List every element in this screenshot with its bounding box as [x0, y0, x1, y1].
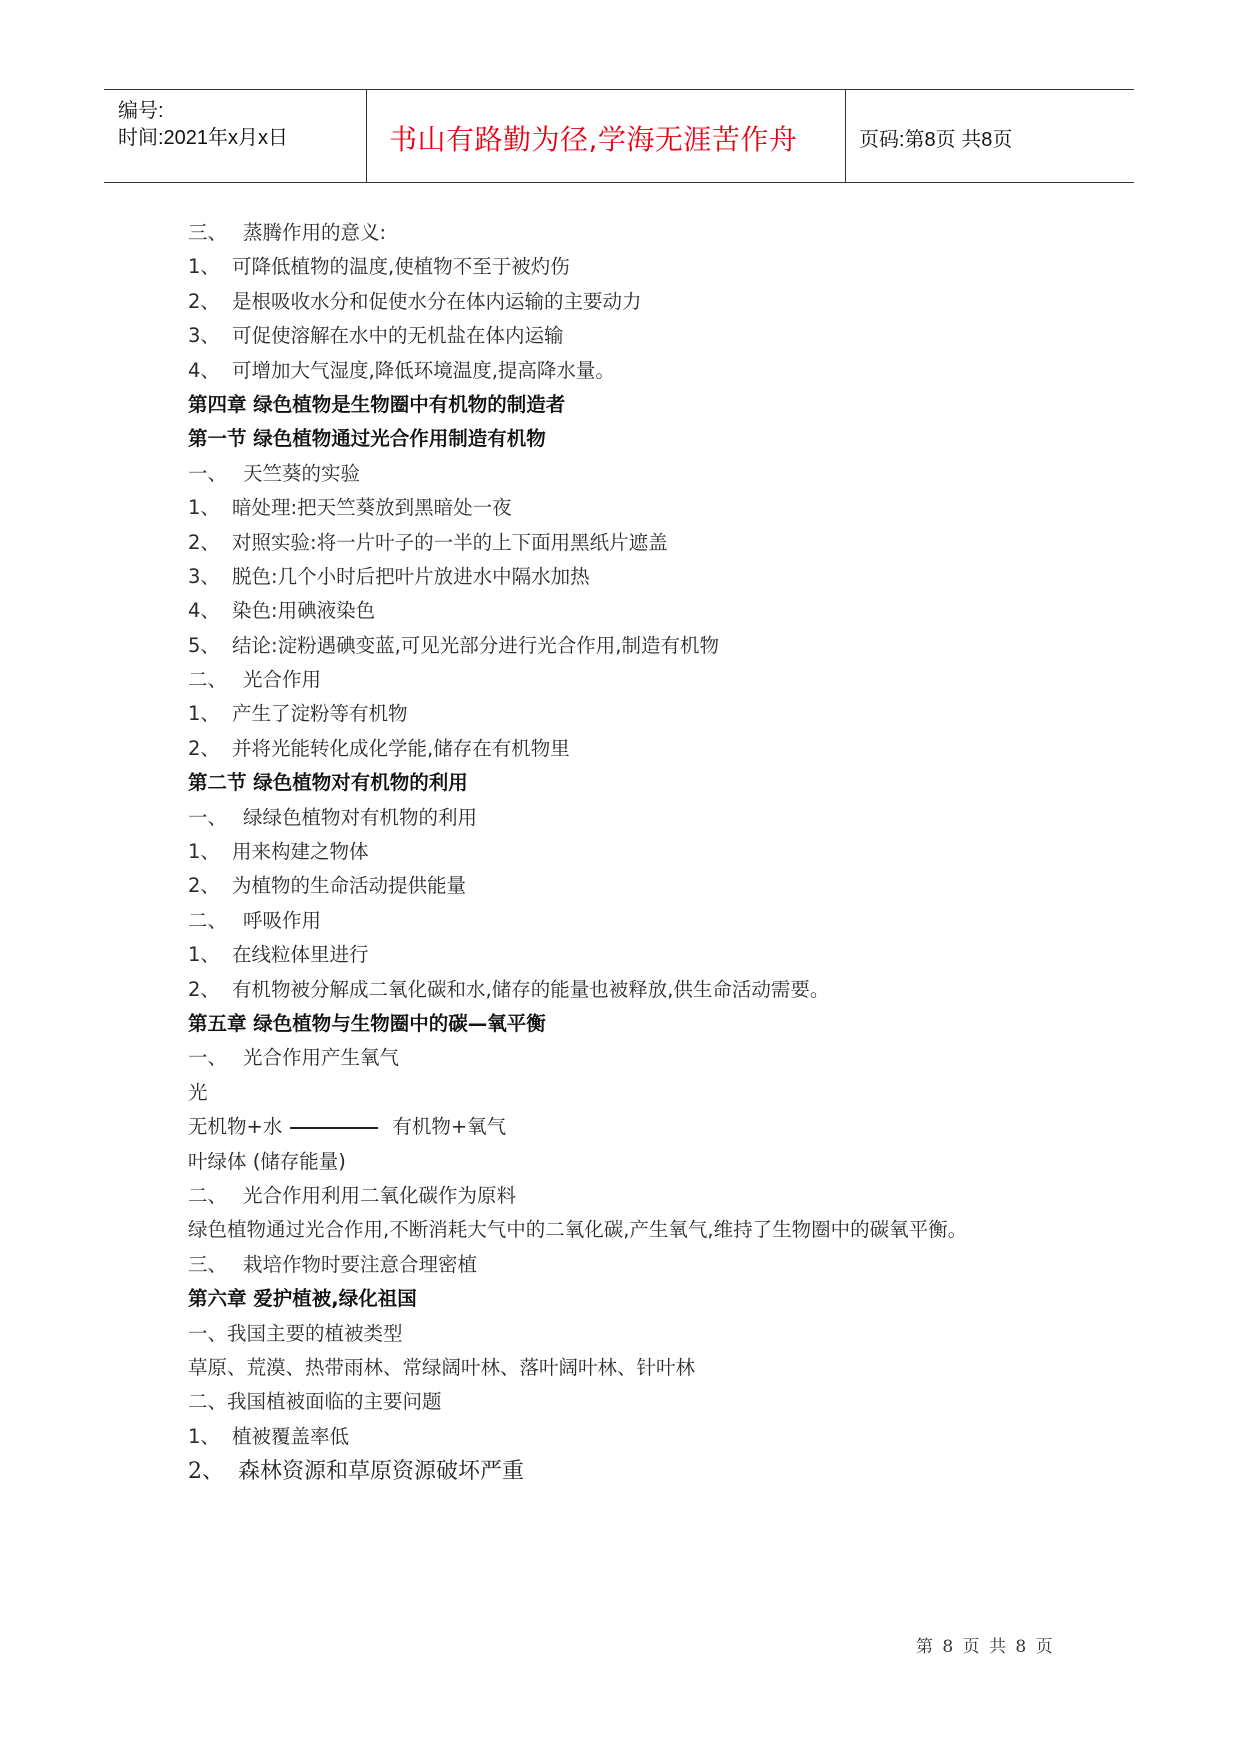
equation-left: 无机物+水 — [188, 1115, 283, 1139]
equation-below: 叶绿体 (储存能量) — [188, 1149, 346, 1173]
list-item — [188, 663, 1068, 697]
list-item — [188, 1248, 1068, 1282]
list-item — [188, 973, 1068, 1007]
list-number: 二、 — [188, 668, 228, 692]
list-item — [188, 938, 1068, 972]
list-number: 3、 — [188, 564, 220, 588]
equation-above: 光 — [188, 1080, 208, 1104]
list-number: 1、 — [188, 943, 220, 967]
list-item — [188, 285, 1068, 319]
list-item — [188, 457, 1068, 491]
list-number: 1、 — [188, 496, 220, 520]
list-number: 2、 — [188, 289, 220, 313]
list-text: 可增加大气湿度,降低环境温度,提高降水量。 — [232, 358, 615, 382]
list-item — [188, 1041, 1068, 1075]
list-item — [188, 216, 1068, 250]
text-line: 一、我国主要的植被类型 — [188, 1321, 403, 1345]
list-item — [188, 594, 1068, 628]
list-text: 有机物被分解成二氧化碳和水,储存的能量也被释放,供生命活动需要。 — [232, 977, 830, 1001]
list-item — [188, 869, 1068, 903]
list-text: 是根吸收水分和促使水分在体内运输的主要动力 — [232, 289, 642, 313]
page-footer: 第 8 页 共 8 页 — [916, 1637, 1053, 1657]
list-text: 绿绿色植物对有机物的利用 — [243, 805, 478, 829]
section-heading: 第四章 绿色植物是生物圈中有机物的制造者 — [188, 392, 566, 416]
list-number: 一、 — [188, 461, 228, 485]
section-heading: 第六章 爱护植被,绿化祖国 — [188, 1287, 417, 1311]
page-header — [104, 89, 1134, 183]
list-text: 光合作用 — [243, 668, 322, 692]
list-item — [188, 1420, 1068, 1454]
content-block-1 — [188, 216, 1068, 1076]
list-text: 植被覆盖率低 — [232, 1424, 350, 1448]
list-text: 光合作用利用二氧化碳作为原料 — [243, 1183, 517, 1207]
list-number: 三、 — [188, 221, 228, 244]
list-text: 呼吸作用 — [243, 908, 322, 932]
list-item — [188, 835, 1068, 869]
text-line: 草原、荒漠、热带雨林、常绿阔叶林、落叶阔叶林、针叶林 — [188, 1355, 696, 1379]
list-text: 暗处理:把天竺葵放到黑暗处一夜 — [232, 496, 512, 520]
section-heading: 第二节 绿色植物对有机物的利用 — [188, 771, 468, 795]
list-item — [188, 319, 1068, 353]
list-text: 栽培作物时要注意合理密植 — [243, 1252, 478, 1276]
list-number: 二、 — [188, 908, 228, 932]
list-number: 2、 — [188, 977, 220, 1001]
list-text: 结论:淀粉遇碘变蓝,可见光部分进行光合作用,制造有机物 — [232, 633, 719, 657]
list-number: 1、 — [188, 702, 220, 726]
header-meta-cell — [104, 90, 367, 182]
list-number: 1、 — [188, 255, 220, 279]
list-text: 脱色:几个小时后把叶片放进水中隔水加热 — [232, 564, 590, 588]
list-number: 2、 — [188, 874, 220, 898]
list-text: 用来构建之物体 — [232, 840, 369, 864]
list-number: 5、 — [188, 633, 220, 657]
list-number: 1、 — [188, 1424, 220, 1448]
list-item — [188, 732, 1068, 766]
list-number: 4、 — [188, 599, 220, 623]
list-item — [188, 801, 1068, 835]
list-item — [188, 1454, 1068, 1490]
body-paragraph: 绿色植物通过光合作用,不断消耗大气中的二氧化碳,产生氧气,维持了生物圈中的碳氧平衡。 — [188, 1218, 968, 1242]
document-body — [188, 216, 1068, 1490]
list-item — [188, 354, 1068, 388]
section-heading: 第一节 绿色植物通过光合作用制造有机物 — [188, 427, 546, 451]
list-item — [188, 697, 1068, 731]
reaction-arrow — [290, 1127, 378, 1129]
list-text: 染色:用碘液染色 — [232, 599, 376, 623]
list-item — [188, 629, 1068, 663]
section-heading: 第五章 绿色植物与生物圈中的碳—氧平衡 — [188, 1011, 546, 1035]
list-number: 2、 — [188, 530, 220, 554]
list-text: 蒸腾作用的意义: — [243, 221, 387, 244]
equation-right: 有机物+氧气 — [392, 1115, 507, 1139]
list-text: 为植物的生命活动提供能量 — [232, 874, 467, 898]
list-text: 可降低植物的温度,使植物不至于被灼伤 — [232, 255, 570, 279]
motto-text: 书山有路勤为径,学海无涯苦作舟 — [389, 123, 798, 156]
list-item — [188, 250, 1068, 284]
list-text: 光合作用产生氧气 — [243, 1046, 400, 1070]
time-label: 时间:2021年x月x日 — [118, 127, 289, 149]
header-page-cell — [846, 90, 1134, 182]
list-text: 并将光能转化成化学能,储存在有机物里 — [232, 736, 570, 760]
page-number-label: 页码:第8页 共8页 — [859, 129, 1013, 151]
list-number: 2、 — [188, 1459, 224, 1485]
list-text: 天竺葵的实验 — [243, 461, 361, 485]
content-block-3 — [188, 1248, 1068, 1454]
list-number: 4、 — [188, 358, 220, 382]
list-text: 可促使溶解在水中的无机盐在体内运输 — [232, 324, 564, 348]
serial-number-label: 编号: — [118, 100, 164, 122]
list-number: 一、 — [188, 1046, 228, 1070]
list-text: 对照实验:将一片叶子的一半的上下面用黑纸片遮盖 — [232, 530, 668, 554]
list-text: 森林资源和草原资源破坏严重 — [238, 1459, 525, 1485]
list-item — [188, 526, 1068, 560]
text-line: 二、我国植被面临的主要问题 — [188, 1390, 442, 1414]
photosynthesis-equation — [188, 1110, 1068, 1144]
list-number: 3、 — [188, 324, 220, 348]
list-text: 产生了淀粉等有机物 — [232, 702, 408, 726]
header-motto-cell — [367, 90, 846, 182]
list-item — [188, 560, 1068, 594]
list-text: 在线粒体里进行 — [232, 943, 369, 967]
list-item — [188, 491, 1068, 525]
list-number: 三、 — [188, 1252, 228, 1276]
content-block-2 — [188, 1179, 1068, 1213]
list-number: 一、 — [188, 805, 228, 829]
list-number: 二、 — [188, 1183, 228, 1207]
list-number: 2、 — [188, 736, 220, 760]
list-item — [188, 1179, 1068, 1213]
list-item — [188, 904, 1068, 938]
list-number: 1、 — [188, 840, 220, 864]
